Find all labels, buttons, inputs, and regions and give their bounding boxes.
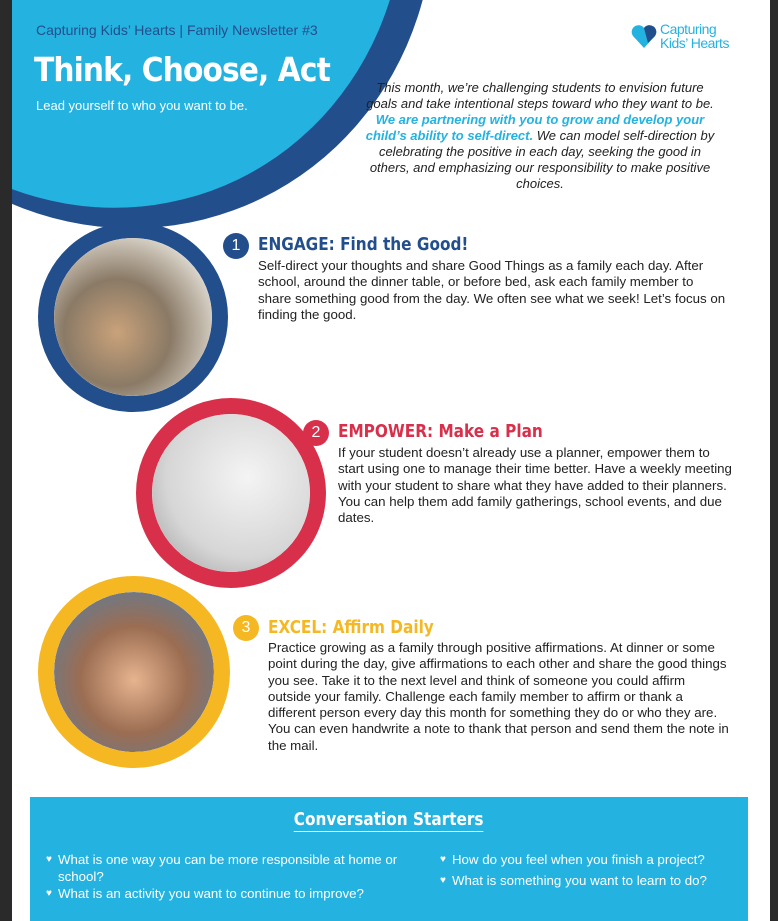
heart-bullet-icon: ♥ — [46, 854, 52, 865]
question-text: What is something you want to learn to do? — [451, 873, 707, 888]
excel-photo — [54, 592, 214, 752]
section-title-engage: ENGAGE: Find the Good! — [258, 234, 469, 255]
logo-line2: Kids’ Hearts — [660, 35, 729, 51]
heart-bullet-icon: ♥ — [46, 888, 52, 899]
logo-line1: Capturing — [660, 21, 717, 37]
engage-photo — [54, 238, 212, 396]
newsletter-page — [12, 0, 770, 921]
section-body-empower: If your student doesn’t already use a planner, empower them to start using one to manage their time better. Have a weekly meeting with your student to share what they have added to their planners. You can help them add family gatherings, school events, and due dates. — [338, 445, 732, 526]
section-body-engage: Self-direct your thoughts and share Good Things as a family each day. After school, around the dinner table, or before bed, ask each family member to share something good from the day. We often see what we seek! Let’s focus on finding the good. — [258, 258, 726, 322]
list-item — [440, 851, 740, 868]
section-title-empower: EMPOWER: Make a Plan — [338, 421, 543, 442]
question-text: What is one way you can be more responsible at home or school? — [57, 852, 398, 884]
intro-text-end: We can model self-direction by celebrating the positive in each day, seeking the good in others, and emphasizing our responsibility to make positive choices. — [369, 128, 715, 191]
question-text: What is an activity you want to continue to improve? — [57, 886, 364, 901]
conversation-right-column — [440, 851, 740, 889]
conversation-starters-box — [30, 797, 748, 921]
intro-paragraph — [360, 80, 720, 192]
list-item — [46, 885, 406, 902]
engage-photo-frame — [38, 222, 228, 412]
list-item — [46, 851, 406, 885]
logo — [630, 22, 729, 50]
conversation-starters-title: Conversation Starters — [294, 809, 484, 830]
section-number-3: 3 — [233, 615, 259, 641]
page-title: Think, Choose, Act — [34, 50, 330, 89]
section-number-1: 1 — [223, 233, 249, 259]
heart-bullet-icon: ♥ — [440, 854, 446, 865]
intro-text: This month, we’re challenging students to envision future goals and take intentional steps toward who they want to be. — [366, 80, 714, 111]
empower-photo-frame — [136, 398, 326, 588]
excel-photo-frame — [38, 576, 230, 768]
intro-highlight: We are partnering with you to grow and develop your child’s ability to self-direct. — [365, 112, 705, 143]
newsletter-subtitle: Capturing Kids’ Hearts | Family Newsletter #3 — [36, 22, 318, 38]
question-text: How do you feel when you finish a project? — [451, 852, 705, 867]
tagline: Lead yourself to who you want to be. — [36, 98, 248, 113]
empower-photo — [152, 414, 310, 572]
section-body-excel: Practice growing as a family through positive affirmations. At dinner or some point during the day, give affirmations to each other and share the good things you see. Take it to the next level and think of someone you could affirm outside your family. Challenge each family member to affirm or thank a different person every day this month for something they do or who they are. You can even handwrite a note to thank that person and send them the note in the mail. — [268, 640, 729, 753]
section-number-2: 2 — [303, 420, 329, 446]
list-item — [440, 872, 740, 889]
conversation-left-column — [46, 851, 406, 902]
section-title-excel: EXCEL: Affirm Daily — [268, 617, 434, 638]
heart-logo-icon — [630, 22, 658, 50]
heart-bullet-icon: ♥ — [440, 875, 446, 886]
